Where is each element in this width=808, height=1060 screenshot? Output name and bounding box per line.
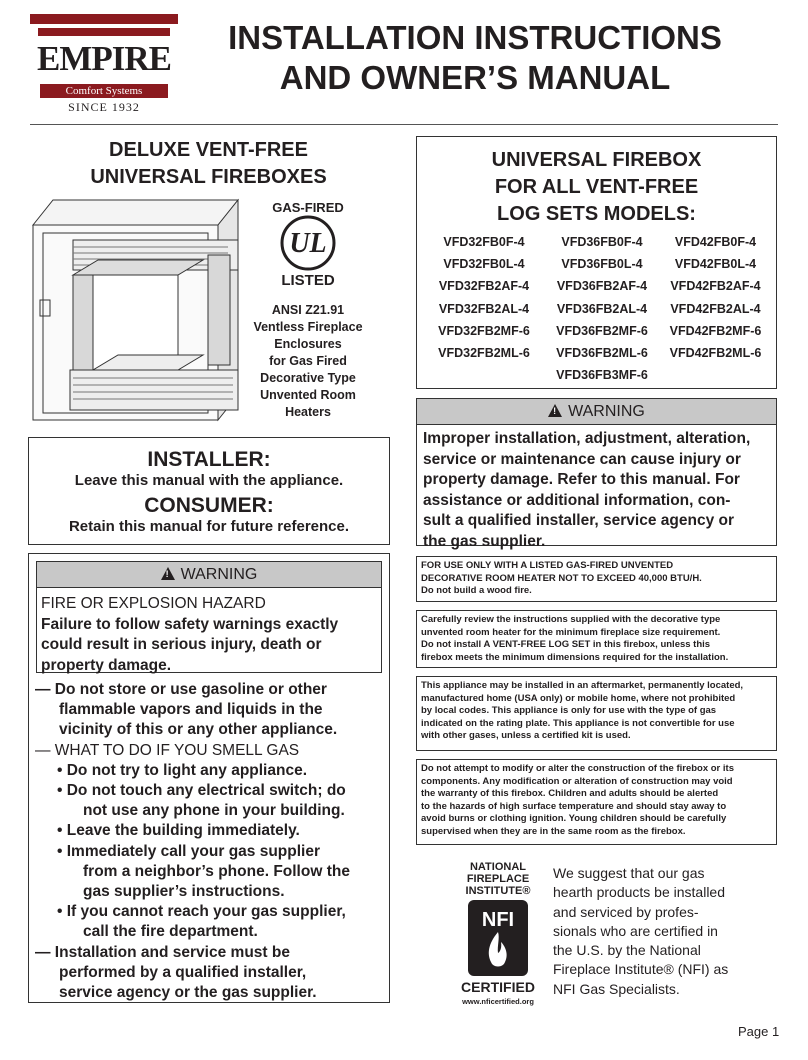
list-item: • Immediately call your gas supplier	[57, 842, 320, 860]
logo-tagline: Comfort Systems	[40, 84, 168, 98]
ansi-line: Heaters	[285, 405, 331, 419]
notice-line: with other gases, unless a certified kit is used.	[421, 730, 631, 741]
warning-triangle-icon	[161, 567, 175, 580]
list-item: gas supplier’s instructions.	[83, 883, 285, 901]
ansi-line: ANSI Z21.91	[271, 303, 345, 317]
nfi-text-line: hearth products be installed	[553, 884, 725, 901]
universal-title	[417, 147, 776, 228]
notice-btu-limit	[416, 556, 777, 602]
model-number	[425, 364, 543, 386]
nfi-text-line: the U.S. by the National	[553, 942, 701, 959]
model-number: VFD32FB2MF-6	[438, 323, 530, 338]
model-number: VFD36FB0F-4	[561, 235, 643, 249]
notice-line: FOR USE ONLY WITH A LISTED GAS-FIRED UNVENTED	[421, 560, 674, 571]
firebox-illustration	[28, 195, 243, 425]
warning-line: Improper installation, adjustment, alteration,	[423, 430, 751, 447]
nfi-text-line: sionals who are certified in	[553, 922, 718, 939]
page-number: Page 1	[738, 1024, 780, 1039]
ul-mark-text: UL	[289, 228, 327, 259]
list-item: flammable vapors and liquids in the	[59, 701, 323, 719]
list-item: • If you cannot reach your gas supplier,	[57, 903, 346, 921]
universal-title-line: LOG SETS MODELS:	[497, 203, 696, 225]
logo-brand: EMPIRE	[37, 39, 171, 78]
warning-header	[417, 399, 776, 425]
notice-line: by local codes. This appliance is only for use with the type of gas	[421, 705, 717, 716]
ul-circle-icon	[280, 215, 336, 271]
list-item: • Do not try to light any appliance.	[57, 761, 307, 779]
notice-line: Do not build a wood fire.	[421, 585, 532, 596]
model-number: VFD32FB2AF-4	[438, 279, 530, 294]
model-number: VFD36FB3MF-6	[556, 368, 648, 383]
list-item: — WHAT TO DO IF YOU SMELL GAS	[35, 741, 300, 759]
notice-mobile-home	[416, 676, 777, 751]
nfi-certified-logo	[453, 858, 543, 1008]
logo-roof-bar	[38, 28, 170, 36]
nfi-text-line: Fireplace Institute® (NFI) as	[553, 961, 729, 978]
model-number: VFD42FB2ML-6	[669, 346, 762, 361]
warning-line: property damage.	[41, 656, 172, 674]
model-number: VFD42FB2AL-4	[670, 301, 761, 316]
list-item: • Do not touch any electrical switch; do	[57, 782, 346, 800]
notice-line: supervised when they are in the same room as the firebox.	[421, 825, 686, 837]
nfi-text-line: and serviced by profes-	[553, 903, 699, 920]
list-item: vicinity of this or any other appliance.	[59, 721, 338, 739]
product-title	[36, 137, 381, 191]
ul-listed: LISTED	[281, 272, 335, 289]
nfi-text-line: NFI Gas Specialists.	[553, 980, 680, 997]
notice-line: manufactured home (USA only) or mobile home, where not prohibited	[421, 692, 736, 704]
product-title-line: DELUXE VENT-FREE	[109, 139, 308, 161]
nfi-text-line: We suggest that our gas	[553, 865, 705, 881]
model-number: VFD42FB0L-4	[674, 257, 757, 272]
installer-text: Leave this manual with the appliance.	[74, 472, 344, 489]
model-number: VFD36FB0L-4	[561, 257, 643, 272]
consumer-heading: CONSUMER:	[144, 494, 274, 517]
notice-line: the warranty of this firebox. Children and adults should be alerted	[421, 788, 719, 799]
logo-roof-bar	[30, 14, 178, 24]
empire-logo	[30, 14, 178, 114]
warning-triangle-icon	[548, 404, 562, 417]
ansi-line: Ventless Fireplace	[253, 320, 363, 334]
ansi-line: Enclosures	[274, 337, 342, 351]
nfi-suggestion-text	[553, 864, 773, 999]
ul-listed-mark	[258, 200, 358, 292]
universal-title-line: UNIVERSAL FIREBOX	[491, 149, 702, 171]
list-item: service agency or the gas supplier.	[59, 984, 317, 1002]
list-item: • Leave the building immediately.	[57, 822, 300, 840]
model-number: VFD32FB0F-4	[443, 235, 525, 249]
fire-hazard-warning	[36, 561, 382, 673]
nfi-logo-url: www.nficertified.org	[462, 997, 534, 1006]
warning-line: the gas supplier.	[423, 532, 546, 550]
model-number: VFD36FB2AL-4	[556, 301, 648, 316]
warning-label: WARNING	[568, 403, 645, 420]
list-item: — Installation and service must be	[35, 943, 290, 961]
ansi-line: for Gas Fired	[269, 354, 347, 368]
nfi-logo-mark: NFI	[481, 909, 515, 931]
title-line: INSTALLATION INSTRUCTIONS	[228, 19, 722, 56]
universal-title-line: FOR ALL VENT-FREE	[494, 176, 699, 198]
model-number: VFD36FB2ML-6	[556, 346, 648, 361]
model-number	[661, 364, 770, 386]
ul-gas-fired: GAS-FIRED	[272, 200, 344, 215]
warning-line: assistance or additional information, con-	[423, 491, 731, 509]
notice-size-requirement	[416, 610, 777, 668]
notice-line: DECORATIVE ROOM HEATER NOT TO EXCEED 40,000 BTU/H.	[421, 572, 702, 584]
list-item: performed by a qualified installer,	[59, 963, 307, 981]
notice-line: to the hazards of high surface temperature and should stay away to	[421, 800, 727, 812]
warning-line: Failure to follow safety warnings exactly	[41, 615, 339, 633]
warning-box-right	[416, 398, 777, 550]
nfi-logo-certified: CERTIFIED	[461, 979, 535, 995]
model-number: VFD36FB2AF-4	[556, 279, 648, 294]
notice-line: firebox meets the minimum dimensions required for the installation.	[421, 651, 729, 663]
list-item: from a neighbor’s phone. Follow the	[83, 862, 350, 880]
nfi-logo-line: NATIONAL	[469, 861, 527, 873]
nfi-logo-line: INSTITUTE®	[465, 885, 531, 897]
warning-right-text	[423, 429, 773, 552]
ansi-line: Decorative Type	[260, 371, 356, 385]
notice-line: Carefully review the instructions supplied with the decorative type	[421, 614, 721, 625]
warning-line: sult a qualified installer, service agency or	[423, 512, 734, 529]
consumer-text: Retain this manual for future reference.	[68, 518, 350, 535]
notice-modification	[416, 759, 777, 845]
notice-line: avoid burns or clothing ignition. Young children should be carefully	[421, 813, 727, 824]
warning-label: WARNING	[180, 566, 258, 583]
model-number: VFD36FB2MF-6	[556, 323, 648, 338]
notice-line: components. Any modification or alteration of construction may void	[421, 775, 733, 787]
notice-line: Do not install A VENT-FREE LOG SET in this firebox, unless this	[421, 639, 711, 650]
list-item: not use any phone in your building.	[83, 802, 345, 820]
warning-line: property damage. Refer to this manual. For	[423, 471, 740, 488]
notice-line: unvented room heater for the minimum fireplace size requirement.	[421, 626, 721, 638]
model-number: VFD42FB2MF-6	[669, 323, 762, 338]
warning-line: could result in serious injury, death or	[41, 636, 322, 653]
notice-line: Do not attempt to modify or alter the construction of the firebox or its	[421, 763, 734, 774]
warning-line: FIRE OR EXPLOSION HAZARD	[41, 595, 266, 612]
product-title-line: UNIVERSAL FIREBOXES	[90, 166, 327, 188]
header-divider	[30, 124, 778, 125]
nfi-logo-line: FIREPLACE	[466, 873, 530, 885]
ansi-line: Unvented Room	[260, 388, 356, 402]
warning-header	[37, 562, 381, 588]
installer-consumer-box	[28, 437, 390, 545]
model-number: VFD42FB0F-4	[674, 235, 757, 249]
ansi-standard	[248, 302, 368, 421]
model-number: VFD32FB2AL-4	[438, 301, 530, 316]
list-item: — Do not store or use gasoline or other	[35, 681, 327, 698]
list-item: call the fire department.	[83, 923, 258, 941]
model-list	[425, 231, 770, 386]
universal-models-box	[416, 136, 777, 389]
notice-line: This appliance may be installed in an aftermarket, permanently located,	[421, 680, 744, 691]
logo-since: SINCE 1932	[68, 100, 140, 114]
fire-hazard-text	[41, 594, 381, 676]
installer-heading: INSTALLER:	[147, 448, 271, 471]
gas-safety-list	[35, 680, 387, 1003]
model-number: VFD42FB2AF-4	[670, 279, 761, 294]
warning-box-left	[28, 553, 390, 1003]
title-line: AND OWNER’S MANUAL	[279, 59, 671, 96]
page-title	[200, 18, 750, 98]
model-number: VFD32FB0L-4	[443, 257, 525, 272]
model-number: VFD32FB2ML-6	[438, 346, 530, 361]
notice-line: indicated on the rating plate. This appliance is not convertible for use	[421, 717, 735, 729]
warning-line: service or maintenance can cause injury or	[423, 450, 741, 468]
